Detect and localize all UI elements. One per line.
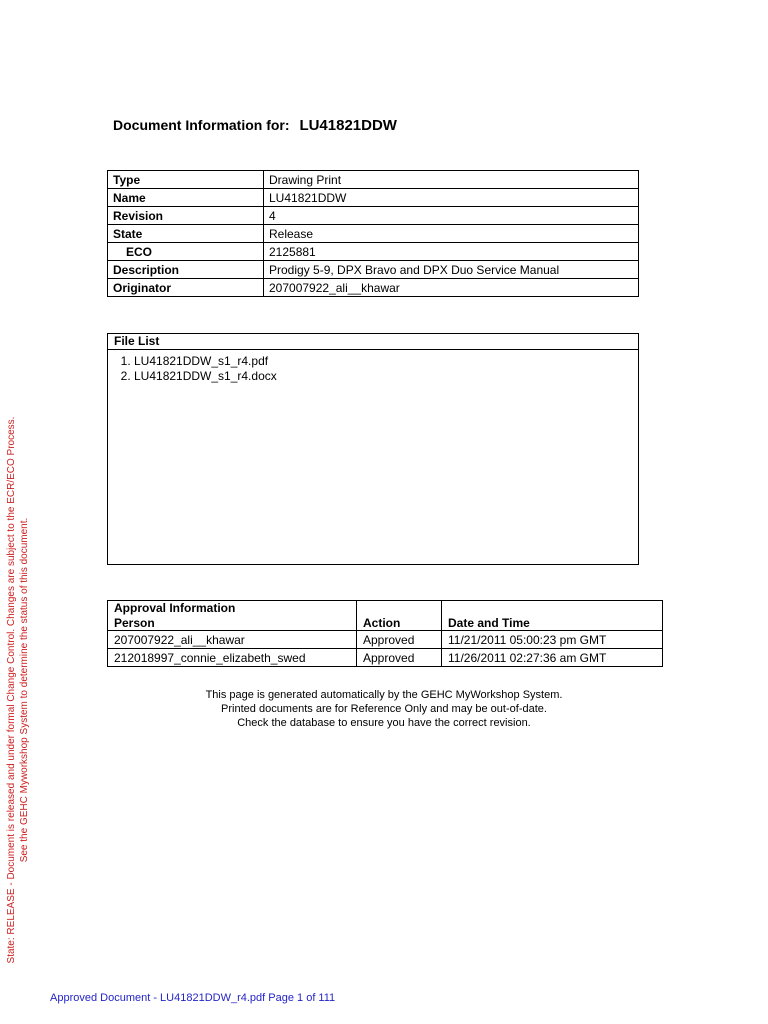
table-row xyxy=(108,631,663,649)
notice-line: Printed documents are for Reference Only and may be out-of-date. xyxy=(221,703,547,715)
document-info-table xyxy=(107,170,639,297)
file-list xyxy=(108,354,638,384)
table-row xyxy=(108,649,663,667)
file-list-item: 2. LU41821DDW_s1_r4.docx xyxy=(134,369,638,384)
info-value: Drawing Print xyxy=(264,171,639,189)
approver-action: Approved xyxy=(357,649,442,667)
info-row xyxy=(108,243,639,261)
page-footer: Approved Document - LU41821DDW_r4.pdf Page 1 of 111 xyxy=(50,992,336,1004)
file-list-title: File List xyxy=(108,334,638,350)
title-label: Document Information for: xyxy=(113,117,290,133)
approver-person: 207007922_ali__khawar xyxy=(108,631,357,649)
file-list-item: 1. LU41821DDW_s1_r4.pdf xyxy=(134,354,638,369)
info-value: Prodigy 5-9, DPX Bravo and DPX Duo Service Manual xyxy=(264,261,639,279)
info-row xyxy=(108,261,639,279)
info-row xyxy=(108,171,639,189)
approval-title: Approval Information xyxy=(108,601,357,616)
action-header: Action xyxy=(357,615,442,631)
info-value: Release xyxy=(264,225,639,243)
document-id: LU41821DDW xyxy=(299,117,397,134)
date-header: Date and Time xyxy=(442,615,663,631)
info-row xyxy=(108,189,639,207)
info-key: ECO xyxy=(108,243,264,261)
info-key: Name xyxy=(108,189,264,207)
approver-date: 11/21/2011 05:00:23 pm GMT xyxy=(442,631,663,649)
approver-date: 11/26/2011 02:27:36 am GMT xyxy=(442,649,663,667)
side-note-line: State: RELEASE - Document is released and under formal Change Control. Changes are subject to the ECR/ECO Process. xyxy=(6,416,17,964)
notice-line: This page is generated automatically by the GEHC MyWorkshop System. xyxy=(205,689,563,701)
notice-line: Check the database to ensure you have the correct revision. xyxy=(237,717,531,729)
info-key: Revision xyxy=(108,207,264,225)
approver-action: Approved xyxy=(357,631,442,649)
generated-notice xyxy=(106,688,662,730)
side-note-line: See the GEHC Myworkshop System to determine the status of this document. xyxy=(19,517,30,863)
file-list-box xyxy=(107,333,639,565)
info-row xyxy=(108,207,639,225)
info-value: 4 xyxy=(264,207,639,225)
info-row xyxy=(108,279,639,297)
info-key: State xyxy=(108,225,264,243)
info-key: Type xyxy=(108,171,264,189)
approval-table xyxy=(107,600,663,667)
person-header: Person xyxy=(108,615,357,631)
page-title xyxy=(113,117,397,134)
info-value: 2125881 xyxy=(264,243,639,261)
info-value: 207007922_ali__khawar xyxy=(264,279,639,297)
info-key: Originator xyxy=(108,279,264,297)
approver-person: 212018997_connie_elizabeth_swed xyxy=(108,649,357,667)
release-status-note xyxy=(5,417,31,964)
info-value: LU41821DDW xyxy=(264,189,639,207)
info-key: Description xyxy=(108,261,264,279)
info-row xyxy=(108,225,639,243)
